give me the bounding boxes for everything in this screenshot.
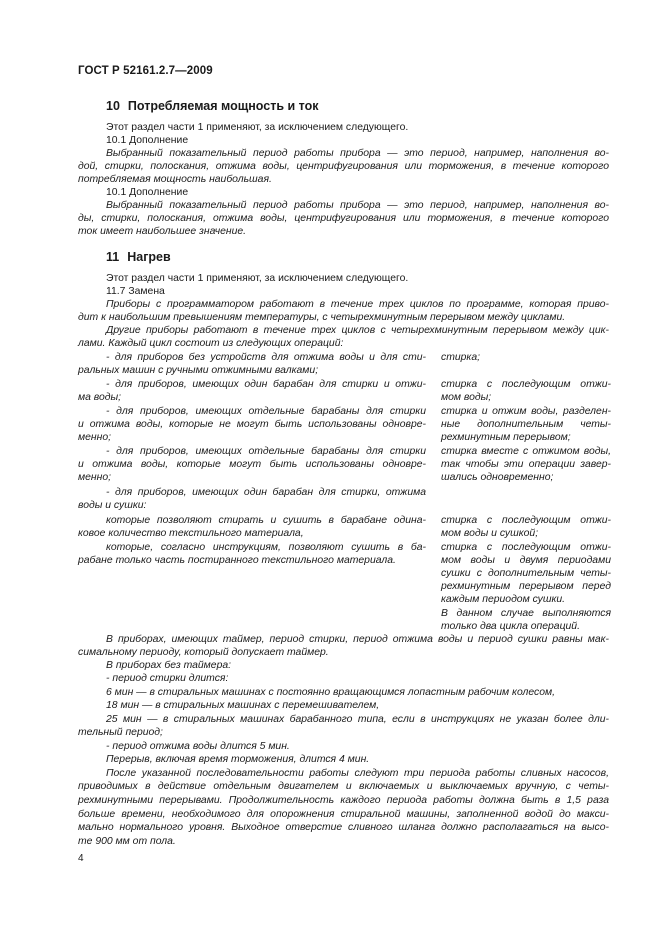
- section-number: 10: [106, 99, 120, 113]
- paragraph-line: дой, стирки, полоскания, отжима воды, центрифугирования или торможения, в течение которого: [78, 161, 609, 172]
- paragraph-line: ды, стирки, полоскания, отжима воды, центрифугирования или торможения, в течение которого: [78, 213, 609, 224]
- operation-right-line: рехминутным перерывом;: [441, 432, 571, 443]
- paragraph-line: те 900 мм от пола.: [78, 836, 176, 847]
- operation-right-line: рехминутным перерывом перед: [441, 581, 611, 592]
- section-title: Потребляемая мощность и ток: [127, 99, 319, 113]
- operation-left-line: ма воды;: [78, 392, 122, 403]
- paragraph-line: - период отжима воды длится 5 мин.: [106, 741, 290, 752]
- paragraph-line: Выбранный показательный период работы прибора — это период, например, наполнения во-: [106, 148, 609, 159]
- paragraph-line: мально нормального уровня. Выходное отверстие сливного шланга должно располагаться на высо-: [78, 822, 609, 833]
- paragraph-line: тельный период;: [78, 727, 163, 738]
- operation-left-line: рабане только часть постиранного текстильного материала.: [78, 555, 396, 566]
- paragraph-line: 6 мин — в стиральных машинах с постоянно вращающимся лопастным рабочим колесом,: [106, 687, 555, 698]
- section-11-intro: Этот раздел части 1 применяют, за исключением следующего.: [106, 273, 409, 284]
- operation-left-line: - для приборов, имеющих один барабан для стирки, отжима: [106, 487, 426, 498]
- operation-right-line: В данном случае выполняются: [441, 608, 611, 619]
- paragraph-line: Перерыв, включая время торможения, длится 4 мин.: [106, 754, 370, 765]
- paragraph-line: приводимых в действие отдельным двигателем и включаемых и выключаемых вручную, с четы-: [78, 781, 609, 792]
- operation-right-line: ные дополнительным четы-: [441, 419, 611, 430]
- subclause-10-1-a: 10.1 Дополнение: [106, 135, 189, 146]
- operation-left-line: и отжима воды, которые могут быть использованы одновре-: [78, 459, 426, 470]
- operation-left-line: менно;: [78, 432, 112, 443]
- paragraph-line: потребляемая мощность наибольшая.: [78, 174, 272, 185]
- operation-right-line: мом воды и двумя периодами: [441, 555, 611, 566]
- document-header: ГОСТ Р 52161.2.7—2009: [78, 65, 213, 77]
- page-number: 4: [78, 853, 84, 864]
- operation-right-line: стирка;: [441, 352, 480, 363]
- operation-right-line: стирка и отжим воды, разделен-: [441, 406, 611, 417]
- paragraph-line: 25 мин — в стиральных машинах барабанного типа, если в инструкциях не указан более дли-: [106, 714, 609, 725]
- operation-right-line: только два цикла операций.: [441, 621, 580, 632]
- paragraph-line: - период стирки длится:: [106, 673, 229, 684]
- paragraph-line: Приборы с программатором работают в течение трех циклов по программе, которая приво-: [106, 299, 609, 310]
- operation-right-line: каждым периодом сушки.: [441, 594, 566, 605]
- paragraph-line: рехминутными перерывами. Продолжительность каждого периода работы должна быть в 1,5 раза: [78, 795, 609, 806]
- operation-right-line: стирка с последующим отжи-: [441, 515, 611, 526]
- section-title: Нагрев: [127, 250, 171, 264]
- operation-right-line: шались одновременно;: [441, 472, 554, 483]
- operation-right-line: стирка с последующим отжи-: [441, 542, 611, 553]
- paragraph-line: В приборах без таймера:: [106, 660, 232, 671]
- operation-right-line: мом воды;: [441, 392, 492, 403]
- operation-left-line: и отжима воды, которые не могут быть использованы одновре-: [78, 419, 426, 430]
- paragraph-line: лами. Каждый цикл состоит из следующих операций:: [78, 338, 344, 349]
- operation-left-line: - для приборов, имеющих отдельные барабаны для стирки: [106, 406, 426, 417]
- section-11-heading: [106, 250, 171, 264]
- operation-right-line: стирка с последующим отжи-: [441, 379, 611, 390]
- paragraph-line: дит к наибольшим превышениям температуры, с четырехминутным перерывом между циклами.: [78, 312, 566, 323]
- paragraph-line: 18 мин — в стиральных машинах с перемешивателем,: [106, 700, 380, 711]
- operation-left-line: ральных машин с ручными отжимными валками;: [78, 365, 319, 376]
- operation-left-line: менно;: [78, 472, 112, 483]
- paragraph-line: ток имеет наибольшее значение.: [78, 226, 247, 237]
- paragraph-line: После указанной последовательности работы следуют три периода работы сливных насосов,: [106, 768, 609, 779]
- paragraph-line: Другие приборы работают в течение трех циклов с четырехминутным перерывом между цик-: [106, 325, 609, 336]
- operation-left-line: которые позволяют стирать и сушить в барабане одина-: [106, 515, 426, 526]
- operation-left-line: - для приборов, имеющих отдельные барабаны для стирки: [106, 446, 426, 457]
- operation-left-line: - для приборов без устройств для отжима воды и для сти-: [106, 352, 426, 363]
- operation-right-line: стирка вместе с отжимом воды,: [441, 446, 611, 457]
- operation-right-line: так чтобы эти операции завер-: [441, 459, 611, 470]
- operation-right-line: мом воды и сушкой;: [441, 528, 539, 539]
- section-10-heading: [106, 99, 319, 113]
- paragraph-line: В приборах, имеющих таймер, период стирки, период отжима воды и период сушки равны мак-: [106, 634, 609, 645]
- section-10-intro: Этот раздел части 1 применяют, за исключением следующего.: [106, 122, 409, 133]
- paragraph-line: симальному периоду, который допускает таймер.: [78, 647, 329, 658]
- paragraph-line: Выбранный показательный период работы прибора — это период, например, наполнения во-: [106, 200, 609, 211]
- operation-left-line: ковое количество текстильного материала,: [78, 528, 304, 539]
- subclause-11-7: 11.7 Замена: [106, 286, 165, 297]
- section-number: 11: [106, 250, 120, 264]
- operation-left-line: которые, согласно инструкциям, позволяют сушить в ба-: [106, 542, 426, 553]
- operation-right-line: сушки с дополнительным четы-: [441, 568, 611, 579]
- operation-left-line: - для приборов, имеющих один барабан для стирки и отжи-: [106, 379, 426, 390]
- paragraph-line: больше времени, необходимого для опорожнения стиральной машины, заполненной водой до макси-: [78, 809, 609, 820]
- subclause-10-1-b: 10.1 Дополнение: [106, 187, 189, 198]
- operation-left-line: воды и сушки:: [78, 500, 147, 511]
